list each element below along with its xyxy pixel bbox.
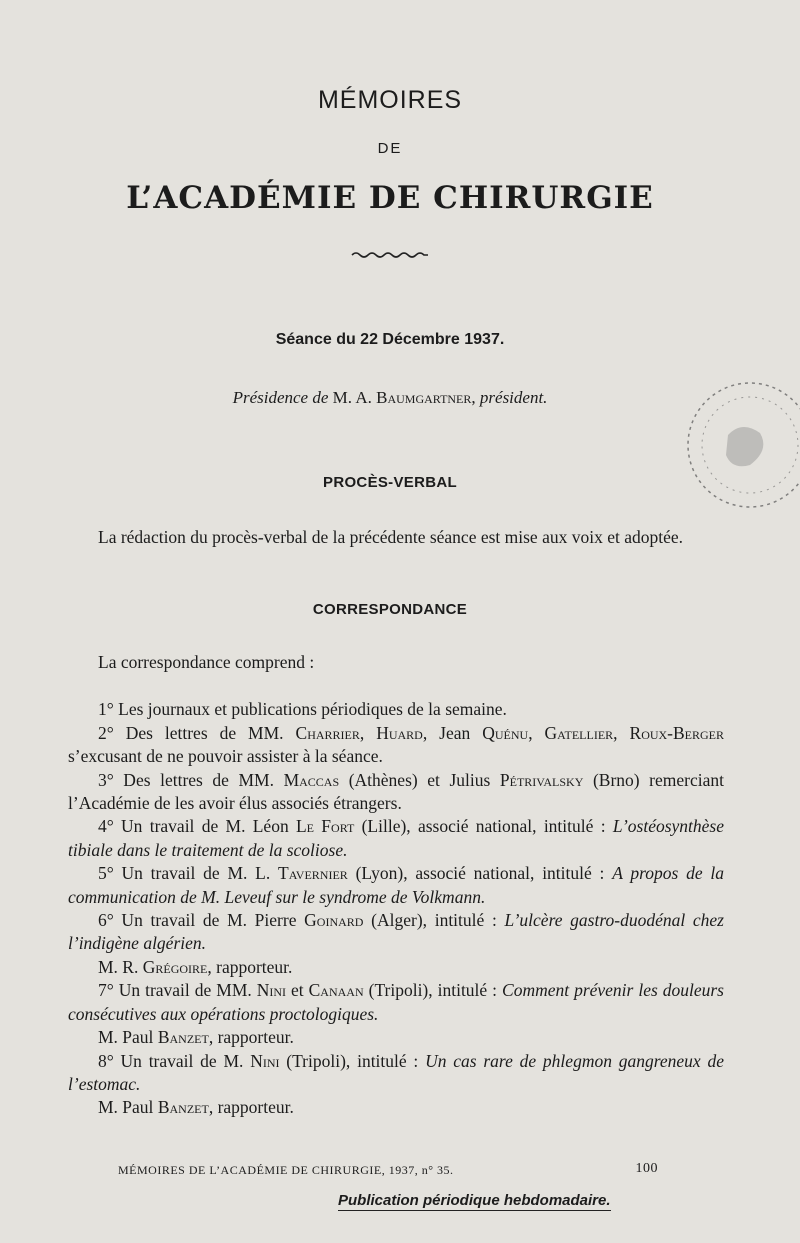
correspondance-heading: CORRESPONDANCE <box>312 601 468 618</box>
page-number: 100 <box>635 1161 658 1176</box>
rapporteur-line: M. Paul Banzet, rapporteur. <box>98 1027 294 1048</box>
proces-verbal-heading: PROCÈS-VERBAL <box>323 474 457 491</box>
journal-reference: MÉMOIRES DE L’ACADÉMIE DE CHIRURGIE, 1937, n° 35. <box>118 1163 454 1177</box>
president-initials: M. A. <box>332 388 372 407</box>
correspondance-body <box>68 651 724 1120</box>
list-item: 8° Un travail de M. Nini (Tripoli), intitulé : Un cas rare de phlegmon gangreneux de l’estomac. <box>68 1050 724 1094</box>
list-item: 5° Un travail de M. L. Tavernier (Lyon), associé national, intitulé : A propos de la communication de M. Leveuf sur le syndrome de Volkmann. <box>68 863 724 907</box>
presidency-line <box>0 388 780 408</box>
list-item: 7° Un travail de MM. Nini et Canaan (Tripoli), intitulé : Comment prévenir les douleurs consécutives aux opérations proctologiques. <box>68 980 724 1024</box>
list-item: 1° Les journaux et publications périodiques de la semaine. <box>98 699 507 720</box>
publication-note: Publication périodique hebdomadaire. <box>338 1192 611 1209</box>
rapporteur-line: M. R. Grégoire, rapporteur. <box>98 956 293 977</box>
proces-verbal-text-block <box>68 526 724 549</box>
journal-title-line2: DE <box>377 140 403 157</box>
list-item: 2° Des lettres de MM. Charrier, Huard, Jean Quénu, Gatellier, Roux-Berger s’excusant de ne pouvoir assister à la séance. <box>68 722 725 767</box>
list-item: 4° Un travail de M. Léon Le Fort (Lille), associé national, intitulé : L’ostéosynthèse tibiale dans le traitement de la scoliose. <box>68 816 724 860</box>
title-ornament <box>0 247 780 265</box>
list-item: 3° Des lettres de MM. Maccas (Athènes) et Julius Pétrivalsky (Brno) remerciant l’Académie de les avoir élus associés étrangers. <box>68 769 724 814</box>
president-name: Baumgartner, <box>376 388 476 407</box>
page-footer <box>118 1163 658 1178</box>
presidency-suffix: président. <box>479 388 548 407</box>
proces-verbal-text: La rédaction du procès-verbal de la précédente séance est mise aux voix et adoptée. <box>98 527 684 547</box>
list-item: 6° Un travail de M. Pierre Goinard (Alger), intitulé : L’ulcère gastro-duodénal chez l’indigène algérien. <box>68 910 724 954</box>
session-date: Séance du 22 Décembre 1937. <box>275 331 505 348</box>
journal-title-line3: L’ACADÉMIE DE CHIRURGIE <box>126 180 654 216</box>
library-stamp <box>680 365 800 540</box>
rapporteur-line: M. Paul Banzet, rapporteur. <box>98 1097 294 1118</box>
presidency-prefix: Présidence de <box>232 388 329 407</box>
journal-title-line1: MÉMOIRES <box>317 86 463 114</box>
correspondance-intro: La correspondance comprend : <box>98 652 315 672</box>
